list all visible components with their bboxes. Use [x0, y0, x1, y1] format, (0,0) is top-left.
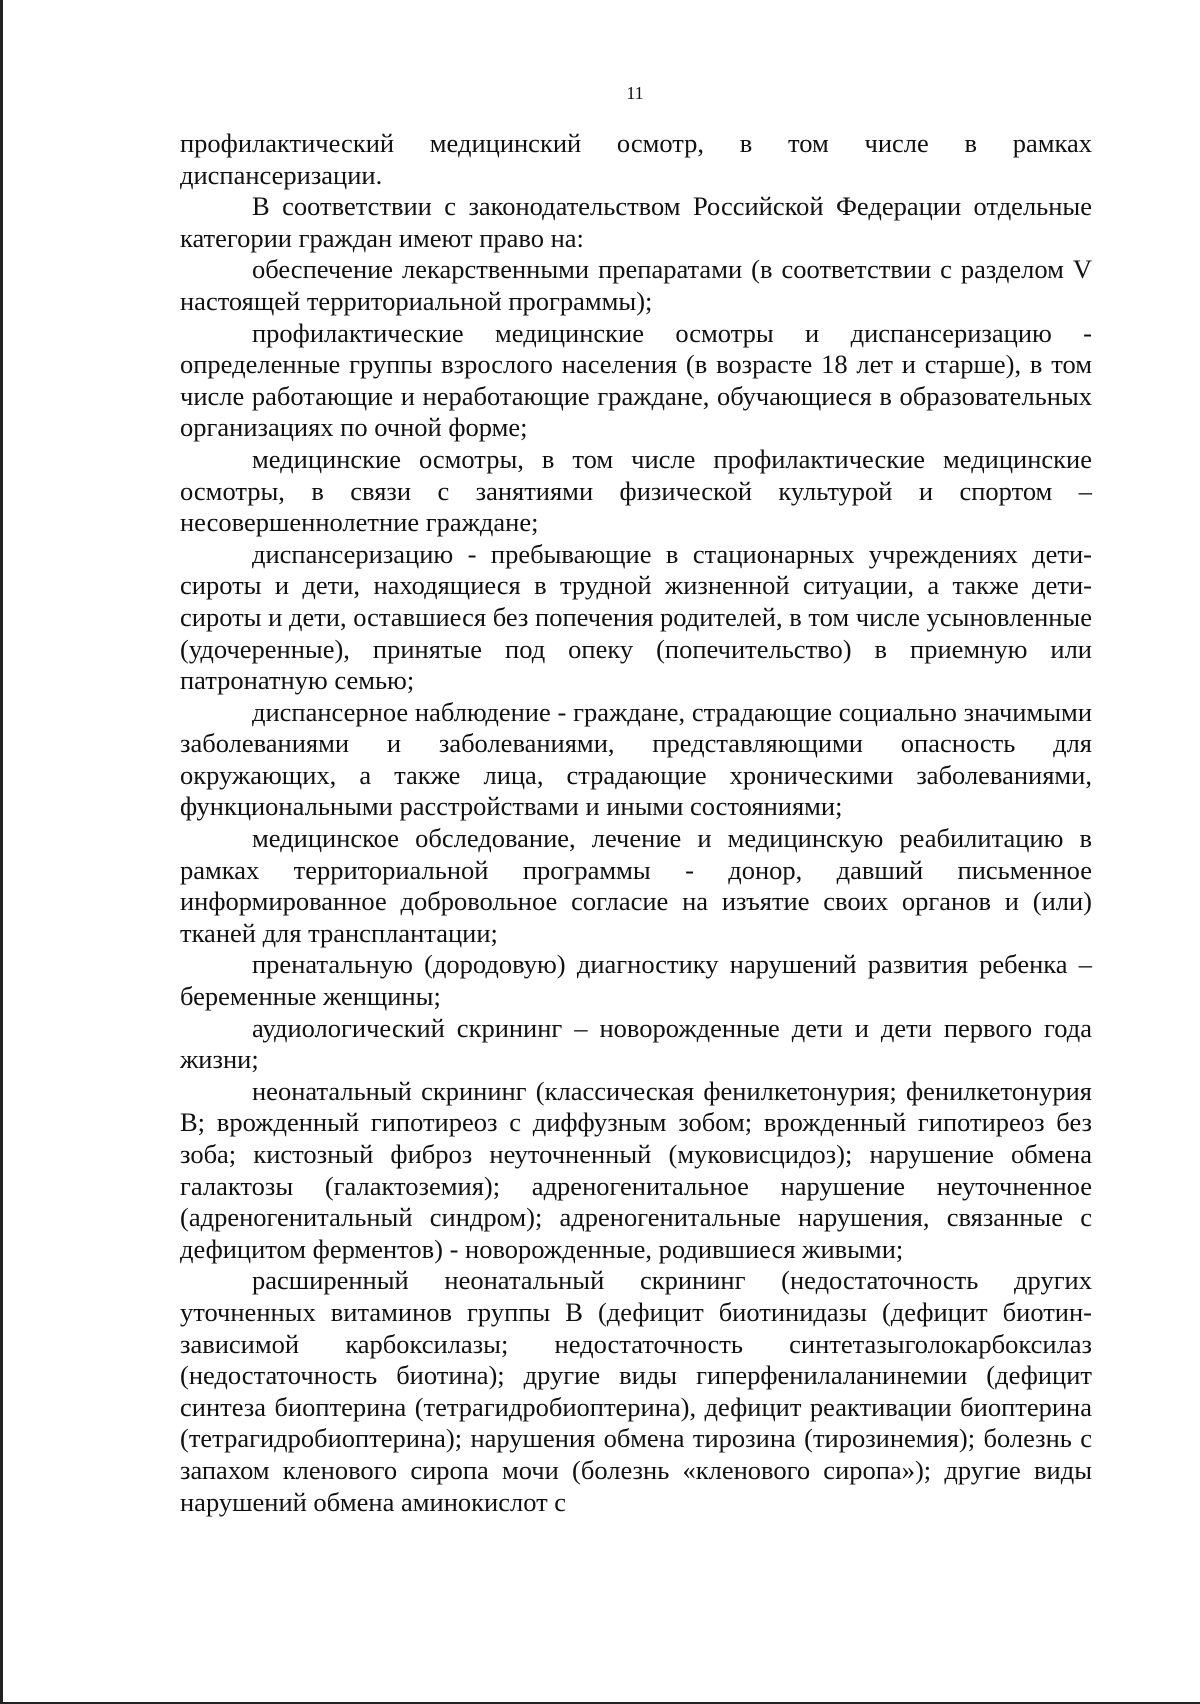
paragraph: диспансеризацию - пребывающие в стационарных учреждениях дети-сироты и дети, находящиеся в трудной жизненной ситуации, а также дети-сироты и дети, оставшиеся без попечения родителей, в том числе усыновленные (удочеренные), принятые под опеку (попечительство) в приемную или патронатную семью; [180, 538, 1092, 696]
scan-edge-left [0, 0, 3, 1704]
paragraph: медицинские осмотры, в том числе профилактические медицинские осмотры, в связи с занятиями физической культурой и спортом – несовершеннолетние граждане; [180, 443, 1092, 538]
paragraph: В соответствии с законодательством Российской Федерации отдельные категории граждан имеют право на: [180, 191, 1092, 253]
paragraph: диспансерное наблюдение - граждане, страдающие социально значимыми заболеваниями и заболеваниями, представляющими опасность для окружающих, а также лица, страдающие хроническими заболеваниями, функциональными расстройствами и иными состояниями; [180, 696, 1092, 822]
paragraph: аудиологический скрининг – новорожденные дети и дети первого года жизни; [180, 1012, 1092, 1075]
page-number: 11 [626, 83, 644, 103]
paragraph: неонатальный скрининг (классическая фенилкетонурия; фенилкетонурия В; врожденный гипотиреоз с диффузным зобом; врожденный гипотиреоз без зоба; кистозный фиброз неуточненный (муковисцидоз); нарушение обмена галактозы (галактоземия); адреногенитальное нарушение неуточненное (адреногенитальный синдром); адреногенитальные нарушения, связанные с дефицитом ферментов) - новорожденные, родившиеся живыми; [180, 1075, 1092, 1264]
paragraph: профилактический медицинский осмотр, в том числе в рамках диспансеризации. [180, 128, 1092, 190]
paragraph: пренатальную (дородовую) диагностику нарушений развития ребенка – беременные женщины; [180, 949, 1092, 1012]
paragraph: медицинское обследование, лечение и медицинскую реабилитацию в рамках территориальной программы - донор, давший письменное информированное добровольное согласие на изъятие своих органов и (или) тканей для трансплантации; [180, 823, 1092, 948]
paragraph: профилактические медицинские осмотры и диспансеризацию - определенные группы взрослого населения (в возрасте 18 лет и старше), в том числе работающие и неработающие граждане, обучающиеся в образовательных организациях по очной форме; [180, 317, 1092, 443]
body-text [180, 128, 1092, 1518]
paragraph: обеспечение лекарственными препаратами (в соответствии с разделом V настоящей территориальной программы); [180, 254, 1092, 316]
paragraph: расширенный неонатальный скрининг (недостаточность других уточненных витаминов группы В (дефицит биотинидазы (дефицит биотин-зависимой карбоксилазы; недостаточность синтетазыголокарбоксилаз (недостаточность биотина); другие виды гиперфенилаланинемии (дефицит синтеза биоптерина (тетрагидробиоптерина), дефицит реактивации биоптерина (тетрагидробиоптерина); нарушения обмена тирозина (тирозинемия); болезнь с запахом кленового сиропа мочи (болезнь «кленового сиропа»); другие виды нарушений обмена аминокислот с [180, 1265, 1092, 1517]
